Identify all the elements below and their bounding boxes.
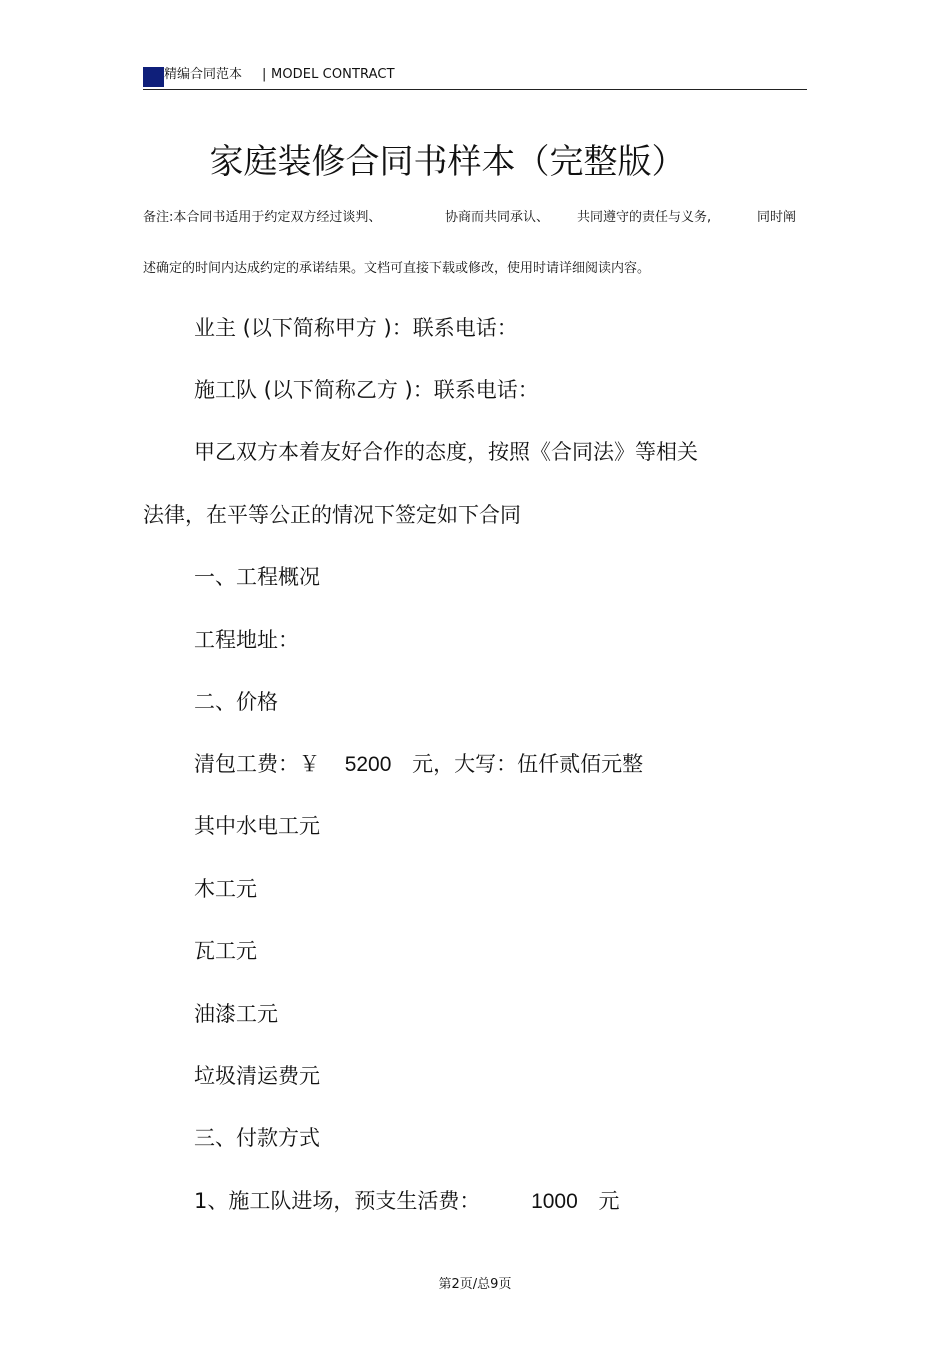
- fee-prefix: 清包工费：￥: [194, 752, 320, 776]
- tiling-line: 瓦工元: [194, 939, 257, 963]
- team-line: 施工队 (以下简称乙方 )：联系电话：: [194, 378, 539, 402]
- header-brand: 精编合同范本: [164, 67, 243, 82]
- header-subtitle: MODEL CONTRACT: [271, 67, 395, 82]
- header-separator: |: [262, 67, 267, 82]
- page-header: [143, 66, 807, 90]
- brand-logo-icon: [143, 67, 164, 87]
- fee-line: [194, 750, 643, 779]
- intro-line-1: 甲乙双方本着友好合作的态度，按照《合同法》等相关: [194, 440, 698, 464]
- waste-line: 垃圾清运费元: [194, 1064, 320, 1088]
- fee-amount: 5200: [344, 753, 392, 776]
- painting-line: 油漆工元: [194, 1002, 278, 1026]
- payment1-prefix: 1、施工队进场，预支生活费：: [194, 1189, 481, 1213]
- owner-line: 业主 (以下简称甲方 )：联系电话：: [194, 316, 518, 340]
- payment1-suffix: 元: [598, 1189, 620, 1213]
- intro-line-2: 法律，在平等公正的情况下签定如下合同: [143, 503, 521, 527]
- fee-suffix: 元，大写：伍仟贰佰元整: [412, 752, 644, 776]
- section1-heading: 一、工程概况: [194, 565, 320, 589]
- note-part-2: 协商而共同承认、: [445, 210, 550, 225]
- carpentry-line: 木工元: [194, 877, 257, 901]
- document-title: 家庭装修合同书样本（完整版）: [209, 142, 686, 182]
- note-part-1: 备注:本合同书适用于约定双方经过谈判、: [143, 210, 382, 225]
- plumbing-line: 其中水电工元: [194, 814, 320, 838]
- note-line-2: 述确定的时间内达成约定的承诺结果。文档可直接下载或修改，使用时请详细阅读内容。: [143, 261, 651, 276]
- page-number: 第2页/总9页: [438, 1277, 512, 1292]
- note-part-3: 共同遵守的责任与义务,: [577, 210, 712, 225]
- note-part-4: 同时阐: [757, 210, 797, 225]
- section2-heading: 二、价格: [194, 690, 278, 714]
- payment1-amount: 1000: [531, 1190, 578, 1213]
- section3-heading: 三、付款方式: [194, 1126, 320, 1150]
- address-line: 工程地址：: [194, 628, 299, 652]
- payment-line-1: [194, 1187, 619, 1216]
